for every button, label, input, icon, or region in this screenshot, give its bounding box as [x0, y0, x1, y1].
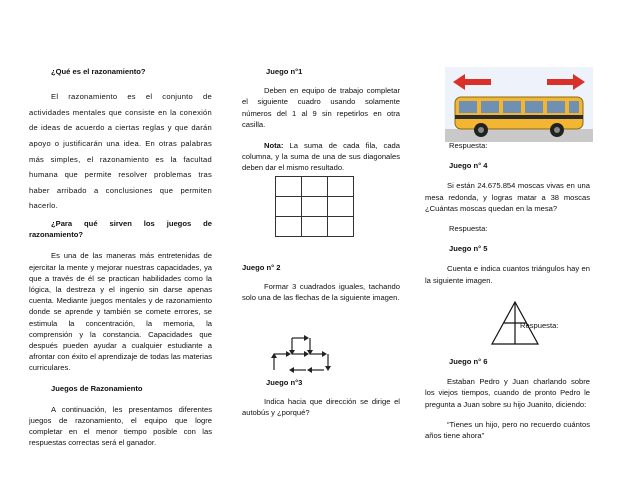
game1-note	[242, 140, 400, 174]
heading-juegos-razonamiento: Juegos de Razonamiento	[51, 383, 143, 393]
grid-cell[interactable]	[328, 217, 354, 237]
game4-title: Juego n° 4	[449, 161, 488, 171]
game2-block	[242, 262, 400, 304]
game3-text: Indica hacia que dirección se dirige el autobús y ¿porqué?	[242, 397, 400, 418]
answer-label-1: Respuesta:	[449, 141, 488, 150]
heading-que-es-razonamiento: ¿Qué es el razonamiento?	[51, 67, 146, 76]
answer-label-3: Respuesta:	[520, 321, 559, 330]
game1-title: Juego n°1	[266, 67, 303, 76]
arrows-figure	[268, 334, 348, 374]
grid-cell[interactable]	[276, 197, 302, 217]
bus-illustration	[445, 67, 593, 142]
game3-block	[242, 377, 400, 419]
paragraph-razonamiento: El razonamiento es el conjunto de actividades mentales que consiste en la conexión de ideas de acuerdo a ciertas reglas y que darán apoyo o justificarán una idea. En otras palabras más simples, el razonamiento es la facultad humana que permite resolver problemas tras haber arribado a conclusiones que permiten hacerlo.	[29, 92, 212, 211]
game6-title: Juego n° 6	[449, 357, 488, 366]
game6-block	[425, 356, 590, 441]
grid-cell[interactable]	[276, 177, 302, 197]
note-text: La suma de cada fila, cada columna, y la suma de una de sus diagonales deben dar el mismo resultado.	[242, 141, 400, 173]
grid-cell[interactable]	[328, 177, 354, 197]
grid-cell[interactable]	[276, 217, 302, 237]
column-right	[425, 140, 590, 286]
game3-title: Juego n°3	[266, 378, 303, 387]
grid-cell[interactable]	[302, 177, 328, 197]
game4-text: Si están 24.675.854 moscas vivas en una mesa redonda, y logras matar a 38 moscas ¿Cuántas moscas quedan en la mesa?	[425, 181, 590, 213]
game5-text: Cuenta e indica cuantos triángulos hay en la siguiente imagen.	[425, 264, 590, 285]
grid-cell[interactable]	[302, 197, 328, 217]
paragraph-instrucciones: A continuación, les presentamos diferentes juegos de razonamiento, el equipo que logre completar en el menor tiempo posible con las respuestas correctas será el ganador.	[29, 404, 212, 448]
column-middle	[242, 66, 400, 174]
game2-title: Juego n° 2	[242, 263, 281, 272]
paragraph-beneficios: Es una de las maneras más entretenidas de ejercitar la mente y mejorar nuestras capacidades, ya que a través de él se practican habilidades como la lógica, la destreza y el ingenio sin darse apenas cuenta. Mediante juegos mentales y de razonamiento donde se aprende y también se comete errores, se estimula la concentración, la memoria, la comprensión y la constancia. Capacidades que después pueden ayudar a cualquier estudiante a afrontar con éxito el aprendizaje de todas las materias curriculares.	[29, 251, 212, 373]
grid-cell[interactable]	[302, 217, 328, 237]
game2-text: Formar 3 cuadrados iguales, tachando solo una de las flechas de la siguiente imagen.	[242, 282, 400, 303]
column-left	[29, 66, 212, 449]
game5-title: Juego n° 5	[449, 244, 488, 254]
game1-text: Deben en equipo de trabajo completar el siguiente cuadro usando solamente números del 1 al 9 sin repetirlos en otra casilla.	[242, 86, 400, 129]
note-label: Nota:	[264, 141, 284, 151]
game6-text: Estaban Pedro y Juan charlando sobre los viejos tiempos, cuando de pronto Pedro le pregunta a Juan sobre su hijo Juanito, diciendo:	[425, 377, 590, 409]
answer-label-2: Respuesta:	[449, 224, 488, 234]
game6-quote: “Tienes un hijo, pero no recuerdo cuántos años tiene ahora”	[425, 419, 590, 441]
answer-label-3-wrap	[520, 320, 600, 331]
grid-cell[interactable]	[328, 197, 354, 217]
heading-para-que-sirven: ¿Para qué sirven los juegos de razonamiento?	[29, 218, 212, 240]
magic-square-grid	[275, 176, 354, 237]
